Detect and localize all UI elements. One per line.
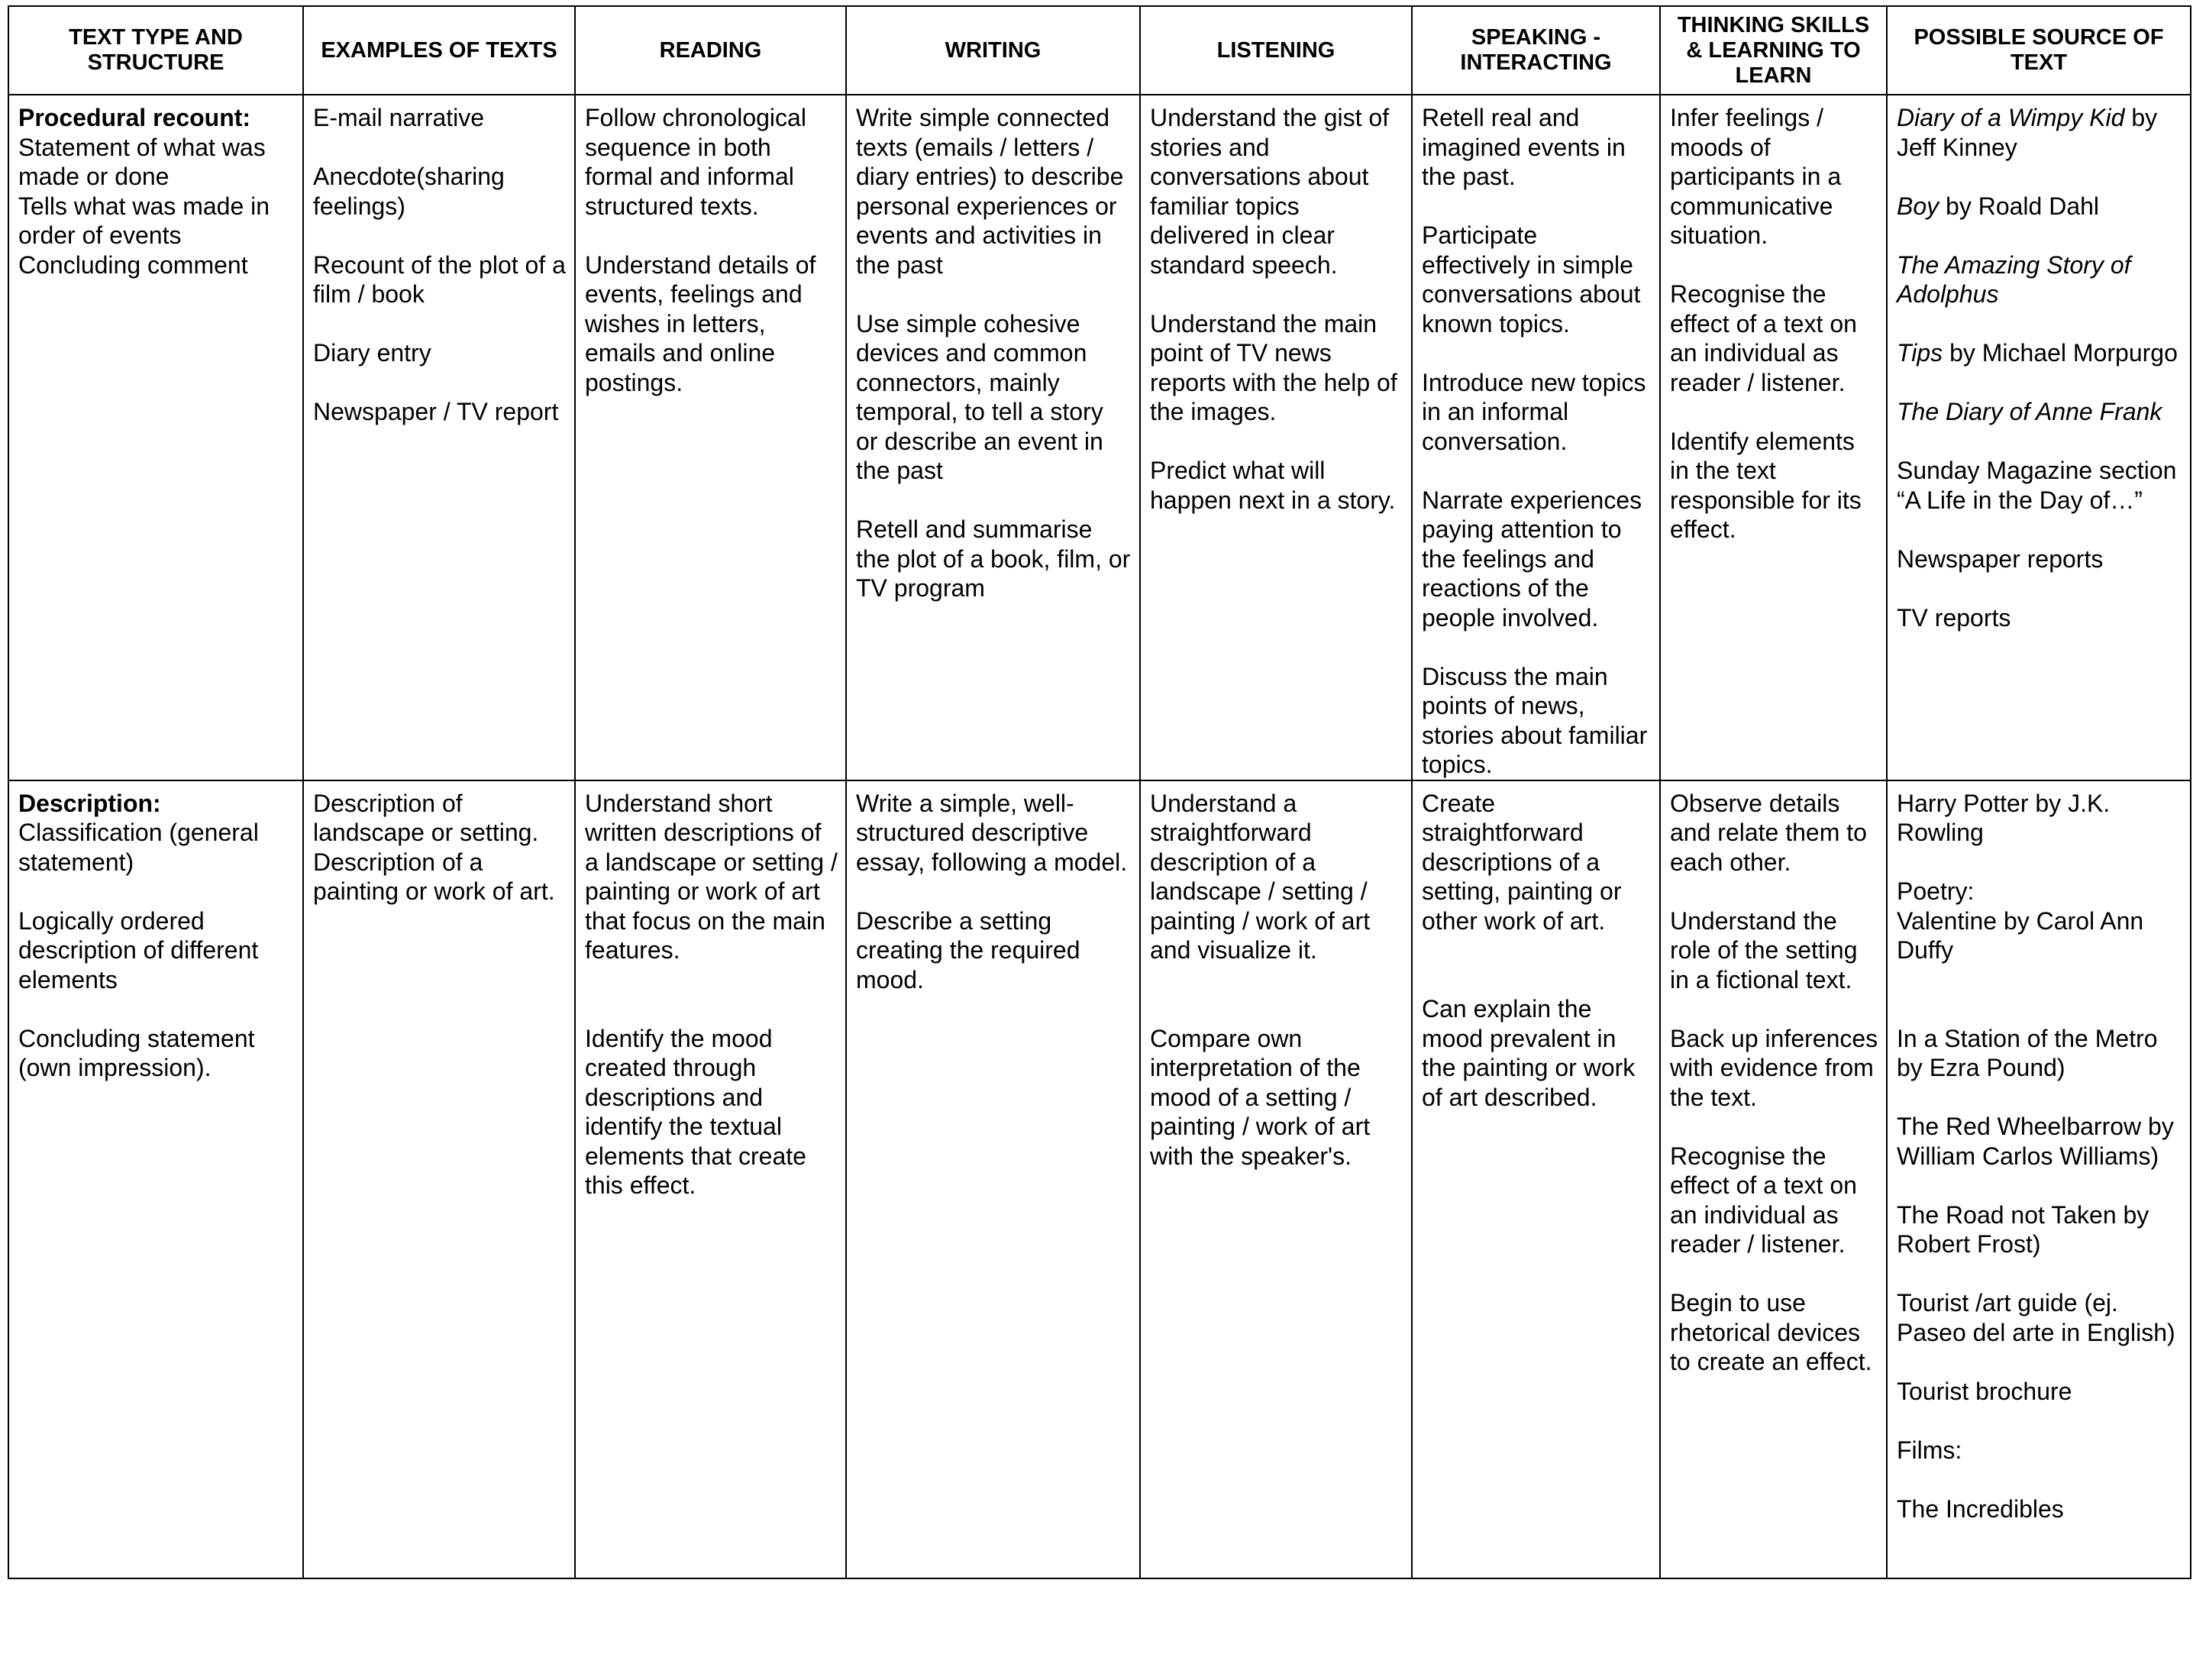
thinking-objective: Understand the role of the setting in a fictional text.: [1670, 906, 1858, 993]
source-item: [1897, 603, 2182, 633]
speaking-objective: Narrate experiences paying attention to the feelings and reactions of the people involved.: [1422, 486, 1642, 632]
table-row-procedural-recount: [8, 95, 2191, 780]
thinking-objective: Recognise the effect of a text on an individual as reader / listener.: [1670, 280, 1857, 396]
text-type-title: Procedural recount:: [18, 104, 251, 131]
speaking-objective: Can explain the mood prevalent in the painting or work of art described.: [1422, 995, 1636, 1111]
source-item: Valentine by Carol Ann Duffy: [1897, 906, 2144, 964]
source-item: Tourist /art guide (ej. Paseo del arte in English): [1897, 1289, 2175, 1346]
source-item: [1897, 338, 2182, 368]
writing-objective: Retell and summarise the plot of a book, film, or TV program: [856, 515, 1131, 602]
cell-thinking: [1660, 95, 1887, 780]
source-author: Sunday Magazine section “A Life in the Day of…”: [1897, 457, 2177, 514]
cell-sources: [1887, 780, 2191, 1578]
thinking-objective: Back up inferences with evidence from the text.: [1670, 1024, 1878, 1111]
cell-writing: [846, 780, 1140, 1578]
reading-objective: Understand details of events, feelings and wishes in letters, emails and online postings.: [585, 250, 816, 396]
cell-structure: [8, 780, 303, 1578]
header-text-type: TEXT TYPE AND STRUCTURE: [8, 6, 303, 95]
structure-line: Concluding comment: [18, 250, 248, 279]
thinking-objective: Begin to use rhetorical devices to create an effect.: [1670, 1289, 1872, 1375]
source-item: [1897, 103, 2182, 162]
example-text: Description of landscape or setting.: [313, 789, 539, 846]
cell-examples: [303, 95, 575, 780]
structure-paragraph: Concluding statement (own impression).: [18, 1024, 255, 1081]
cell-speaking: [1412, 95, 1660, 780]
example-text: Anecdote(sharing feelings): [313, 163, 505, 220]
header-thinking: THINKING SKILLS & LEARNING TO LEARN: [1660, 6, 1887, 95]
header-sources: POSSIBLE SOURCE OF TEXT: [1887, 6, 2191, 95]
source-item: Harry Potter by J.K. Rowling: [1897, 789, 2111, 846]
writing-objective: Use simple cohesive devices and common connectors, mainly temporal, to tell a story or describe an event in the past: [856, 309, 1103, 484]
thinking-objective: Identify elements in the text responsible for its effect.: [1670, 427, 1862, 543]
source-item: The Red Wheelbarrow by William Carlos Williams): [1897, 1113, 2174, 1170]
example-text: E-mail narrative: [313, 104, 485, 131]
source-item: The Incredibles: [1897, 1494, 2064, 1523]
header-row: [8, 6, 2191, 95]
thinking-objective: Recognise the effect of a text on an individual as reader / listener.: [1670, 1142, 1857, 1258]
writing-objective: Write a simple, well-structured descriptive essay, following a model.: [856, 789, 1128, 876]
speaking-objective: Create straightforward descriptions of a setting, painting or other work of art.: [1422, 789, 1622, 935]
source-title: Boy: [1897, 192, 1939, 220]
listening-objective: Understand the main point of TV news reports with the help of the images.: [1150, 309, 1397, 425]
reading-objective: Identify the mood created through descriptions and identify the textual elements that create this effect.: [585, 1024, 806, 1199]
source-item: Tourist brochure: [1897, 1377, 2072, 1405]
header-reading: READING: [575, 6, 846, 95]
cell-sources: [1887, 95, 2191, 780]
source-item: [1897, 544, 2182, 574]
text-type-title: Description:: [18, 789, 161, 817]
listening-objective: Understand the gist of stories and conversations about familiar topics delivered in clear standard speech.: [1150, 104, 1390, 279]
reading-objective: Understand short written descriptions of a landscape or setting / painting or work of art that focus on the main features.: [585, 789, 838, 964]
source-item: The Road not Taken by Robert Frost): [1897, 1200, 2149, 1258]
cell-reading: [575, 780, 846, 1578]
header-writing: WRITING: [846, 6, 1140, 95]
poetry-label: Poetry:: [1897, 877, 1975, 905]
source-title: The Amazing Story of Adolphus: [1897, 250, 2131, 308]
listening-objective: Compare own interpretation of the mood of a setting / painting / work of art with the speaker's.: [1150, 1024, 1371, 1170]
cell-listening: [1140, 95, 1412, 780]
example-text: Recount of the plot of a film / book: [313, 250, 566, 308]
structure-paragraph: Classification (general statement): [18, 819, 259, 876]
thinking-objective: Infer feelings / moods of participants in a communicative situation.: [1670, 104, 1842, 249]
source-author: Newspaper reports: [1897, 544, 2104, 573]
structure-line: Statement of what was made or done: [18, 133, 266, 190]
source-author: by Roald Dahl: [1939, 192, 2100, 220]
listening-objective: Understand a straightforward description of a landscape / setting / painting / work of art and visualize it.: [1150, 789, 1371, 964]
example-text: Diary entry: [313, 339, 431, 367]
source-item: In a Station of the Metro by Ezra Pound): [1897, 1024, 2158, 1081]
source-item: [1897, 397, 2182, 427]
header-speaking: SPEAKING - INTERACTING: [1412, 6, 1660, 95]
speaking-objective: Retell real and imagined events in the past.: [1422, 104, 1626, 190]
speaking-objective: Participate effectively in simple conversations about known topics.: [1422, 221, 1641, 338]
header-listening: LISTENING: [1140, 6, 1412, 95]
cell-thinking: [1660, 780, 1887, 1578]
structure-line: Tells what was made in order of events: [18, 192, 270, 249]
source-item: Films:: [1897, 1436, 1962, 1464]
curriculum-table: [8, 5, 2191, 1579]
cell-examples: [303, 780, 575, 1578]
source-item: [1897, 192, 2182, 221]
speaking-objective: Introduce new topics in an informal conversation.: [1422, 368, 1646, 455]
example-text: Description of a painting or work of art.: [313, 848, 555, 905]
cell-listening: [1140, 780, 1412, 1578]
table-row-description: [8, 780, 2191, 1578]
writing-objective: Write simple connected texts (emails / letters / diary entries) to describe personal experiences or events and activities in the past: [856, 104, 1124, 279]
structure-paragraph: Logically ordered description of different elements: [18, 906, 259, 993]
speaking-objective: Discuss the main points of news, stories about familiar topics.: [1422, 662, 1648, 778]
cell-speaking: [1412, 780, 1660, 1578]
source-title: The Diary of Anne Frank: [1897, 398, 2162, 425]
listening-objective: Predict what will happen next in a story.: [1150, 457, 1396, 514]
cell-writing: [846, 95, 1140, 780]
header-examples: EXAMPLES OF TEXTS: [303, 6, 575, 95]
source-title: Tips: [1897, 339, 1943, 367]
source-title: Diary of a Wimpy Kid: [1897, 104, 2125, 131]
source-item: [1897, 250, 2182, 309]
cell-structure: [8, 95, 303, 780]
example-text: Newspaper / TV report: [313, 398, 559, 425]
cell-reading: [575, 95, 846, 780]
source-author: by Michael Morpurgo: [1943, 339, 2178, 367]
writing-objective: Describe a setting creating the required mood.: [856, 906, 1080, 993]
source-item: [1897, 456, 2182, 515]
reading-objective: Follow chronological sequence in both formal and informal structured texts.: [585, 104, 806, 220]
source-author: TV reports: [1897, 603, 2011, 632]
source-author: by Jeff Kinney: [1897, 104, 2158, 161]
thinking-objective: Observe details and relate them to each other.: [1670, 789, 1867, 876]
